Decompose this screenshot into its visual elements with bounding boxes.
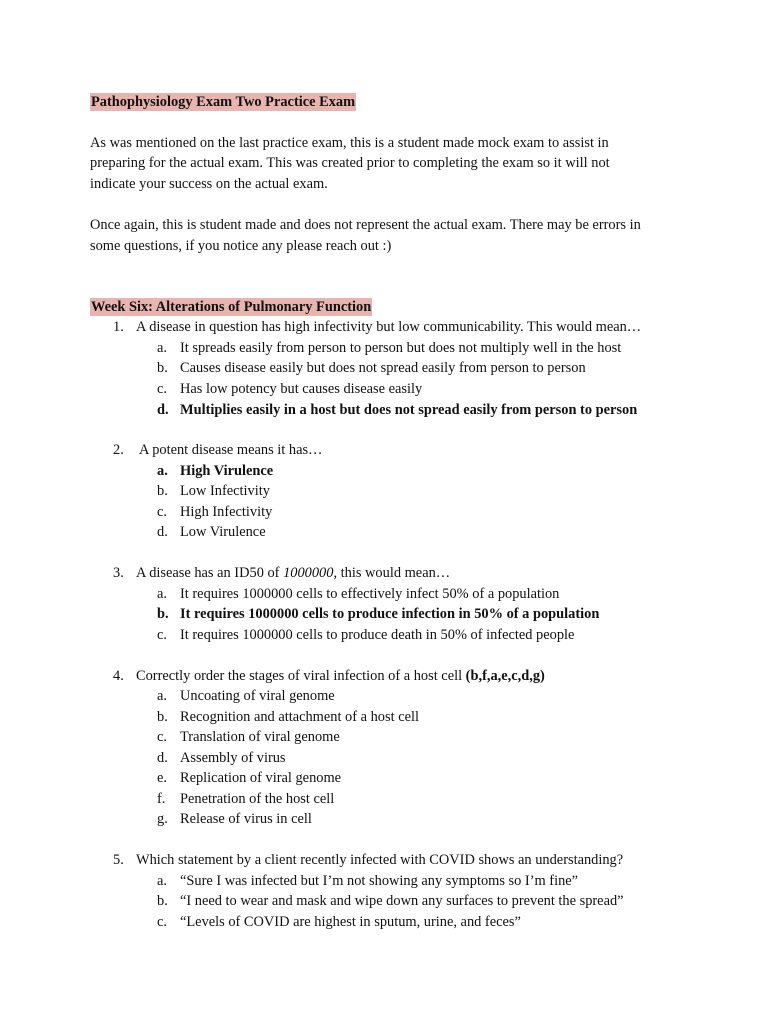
question-text — [136, 563, 450, 583]
question-text-start: Correctly order the stages of viral infection of a host cell — [136, 668, 466, 684]
option-text: It spreads easily from person to person but does not multiply well in the host — [180, 340, 622, 356]
question-text — [136, 666, 545, 686]
option-text: Assembly of virus — [180, 750, 286, 766]
option-letter: g. — [157, 811, 168, 827]
option-letter: c. — [157, 627, 167, 643]
option-letter: c. — [157, 914, 167, 930]
option-letter: d. — [157, 402, 169, 418]
option-letter: a. — [157, 688, 167, 704]
question-text-start: A disease has an ID50 of — [136, 565, 284, 581]
option-letter: e. — [157, 770, 167, 786]
option-letter: a. — [157, 873, 167, 889]
option-text: Translation of viral genome — [180, 729, 340, 745]
option-letter: a. — [157, 340, 167, 356]
option-text: Uncoating of viral genome — [180, 688, 335, 704]
option-letter: b. — [157, 709, 168, 725]
option-letter: f. — [157, 791, 166, 807]
option-text: Penetration of the host cell — [180, 791, 335, 807]
option-letter: a. — [157, 463, 168, 479]
option-text: High Virulence — [180, 463, 274, 479]
option-text: Causes disease easily but does not spread easily from person to person — [180, 360, 586, 376]
option-text: It requires 1000000 cells to effectively infect 50% of a population — [180, 586, 560, 602]
option-letter: c. — [157, 729, 167, 745]
option-letter: b. — [157, 606, 169, 622]
answer-order: (b,f,a,e,c,d,g) — [465, 668, 545, 684]
intro-line: As was mentioned on the last practice exam, this is a student made mock exam to assist in — [90, 135, 609, 151]
option-text: Replication of viral genome — [180, 770, 342, 786]
question-text: Which statement by a client recently infected with COVID shows an understanding? — [136, 852, 624, 868]
intro-line: indicate your success on the actual exam. — [90, 176, 328, 192]
option-letter: b. — [157, 360, 168, 376]
question-number: 3. — [113, 565, 124, 581]
option-text: Low Infectivity — [180, 483, 270, 499]
intro-line: Once again, this is student made and does not represent the actual exam. There may be errors in — [90, 217, 641, 233]
intro-line: preparing for the actual exam. This was created prior to completing the exam so it will not — [90, 155, 610, 171]
document-title — [90, 92, 356, 112]
option-letter: c. — [157, 504, 167, 520]
title-highlight: Pathophysiology Exam Two Practice Exam — [91, 94, 356, 110]
option-letter: d. — [157, 524, 168, 540]
intro-line: some questions, if you notice any please reach out :) — [90, 238, 392, 254]
id50-value: 1000000 — [283, 565, 334, 581]
option-text: Multiplies easily in a host but does not spread easily from person to person — [180, 402, 638, 418]
option-text: Has low potency but causes disease easily — [180, 381, 423, 397]
section-heading — [90, 297, 372, 317]
section-heading-highlight: Week Six: Alterations of Pulmonary Function — [91, 299, 372, 315]
option-text: Recognition and attachment of a host cell — [180, 709, 419, 725]
question-number: 5. — [113, 852, 124, 868]
option-letter: c. — [157, 381, 167, 397]
option-text: “Sure I was infected but I’m not showing any symptoms so I’m fine” — [180, 873, 579, 889]
option-text: Release of virus in cell — [180, 811, 312, 827]
question-number: 4. — [113, 668, 124, 684]
option-letter: d. — [157, 750, 168, 766]
option-letter: b. — [157, 893, 168, 909]
question-text: A disease in question has high infectivity but low communicability. This would mean… — [136, 319, 642, 335]
question-text-end: , this would mean… — [333, 565, 451, 581]
option-letter: b. — [157, 483, 168, 499]
question-number: 2. — [113, 442, 124, 458]
option-text: It requires 1000000 cells to produce infection in 50% of a population — [180, 606, 600, 622]
question-number: 1. — [113, 319, 124, 335]
option-text: It requires 1000000 cells to produce death in 50% of infected people — [180, 627, 575, 643]
option-text: “Levels of COVID are highest in sputum, urine, and feces” — [180, 914, 521, 930]
question-text: A potent disease means it has… — [139, 442, 323, 458]
option-letter: a. — [157, 586, 167, 602]
option-text: Low Virulence — [180, 524, 266, 540]
option-text: “I need to wear and mask and wipe down any surfaces to prevent the spread” — [180, 893, 624, 909]
option-text: High Infectivity — [180, 504, 273, 520]
